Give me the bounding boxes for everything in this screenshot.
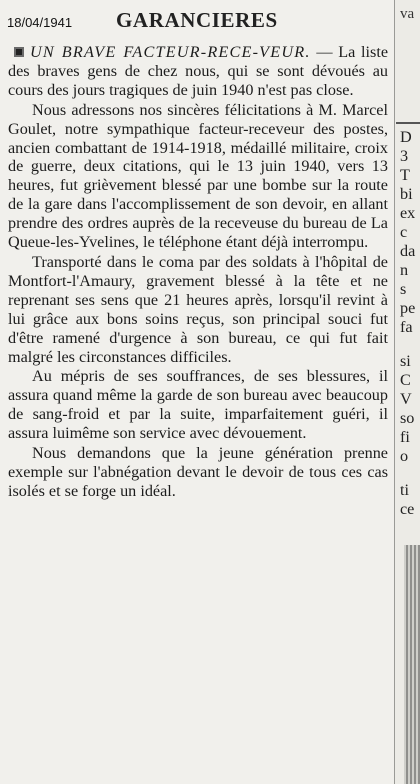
date-stamp: 18/04/1941	[7, 15, 73, 30]
adjacent-fragment: T	[400, 166, 410, 184]
adjacent-column	[396, 0, 420, 784]
article-body	[8, 43, 388, 501]
paragraph-text: — La liste des braves gens de chez nous, qui se sont dévoués au cours des jours tragiques de juin 1940 n'est pas close.	[8, 43, 388, 99]
adjacent-fragment: c	[400, 223, 408, 241]
adjacent-fragment: 3	[400, 147, 409, 165]
adjacent-column-rule	[396, 122, 420, 124]
article-paragraph-5: Nous demandons que la jeune génération prenne exemple sur l'abnégation devant le devoir de tous ces cas isolés et se forge un idéal.	[8, 444, 388, 500]
adjacent-fragment: n	[400, 261, 409, 279]
article-paragraph-3: Transporté dans le coma par des soldats à l'hôpital de Montfort-l'Amaury, gravement blessé à la tête et ne reprenant ses sens que 21 heures après, lorsqu'il revint à lui grâce aux bons soins reçus, son principal souci fut d'être ramené d'urgence à son bureau, ce qui fut fait malgré les circonstances difficiles.	[8, 252, 388, 366]
article-paragraph-4: Au mépris de ses souffrances, de ses blessures, il assura quand même la garde de son bureau avec beaucoup de sang-froid et par la suite, imparfaitement guéri, il assura luimême son service avec dévouement.	[8, 367, 388, 443]
adjacent-fragment: ex	[400, 204, 416, 222]
adjacent-column-edge	[404, 545, 420, 784]
bullet-square-icon	[14, 47, 24, 57]
article-paragraph-1	[8, 43, 388, 100]
town-heading: GARANCIERES	[116, 8, 278, 32]
adjacent-fragment: ce	[400, 500, 415, 518]
column-divider	[394, 0, 395, 784]
adjacent-fragment: so	[400, 409, 415, 427]
adjacent-fragment: fi	[400, 428, 410, 446]
adjacent-fragment: bi	[400, 185, 413, 203]
adjacent-fragment: fa	[400, 318, 413, 336]
adjacent-fragment: V	[400, 390, 412, 408]
adjacent-fragment: si	[400, 352, 411, 370]
adjacent-fragment: pe	[400, 299, 416, 317]
adjacent-column-top: va	[400, 6, 415, 22]
article-paragraph-2: Nous adressons nos sincères félicitations à M. Marcel Goulet, notre sympathique facteur-receveur des postes, ancien combattant de 1914-1918, médaillé militaire, croix de guerre, deux citations, qui le 13 juin 1940, vers 13 heures, fut grièvement blessé par une bombe sur la route de la gare dans l'accomplissement de son devoir, en allant prendre des ordres auprès de la receveuse du bureau de La Queue-les-Yvelines, le téléphone étant déjà interrompu.	[8, 100, 388, 252]
adjacent-fragment: da	[400, 242, 416, 260]
article-rubric: UN BRAVE FACTEUR-RECE-VEUR.	[30, 43, 311, 61]
adjacent-fragment: ti	[400, 481, 409, 499]
adjacent-fragment: s	[400, 280, 407, 298]
adjacent-fragment: o	[400, 447, 409, 465]
adjacent-fragment: D	[400, 128, 412, 146]
adjacent-fragment: C	[400, 371, 411, 389]
